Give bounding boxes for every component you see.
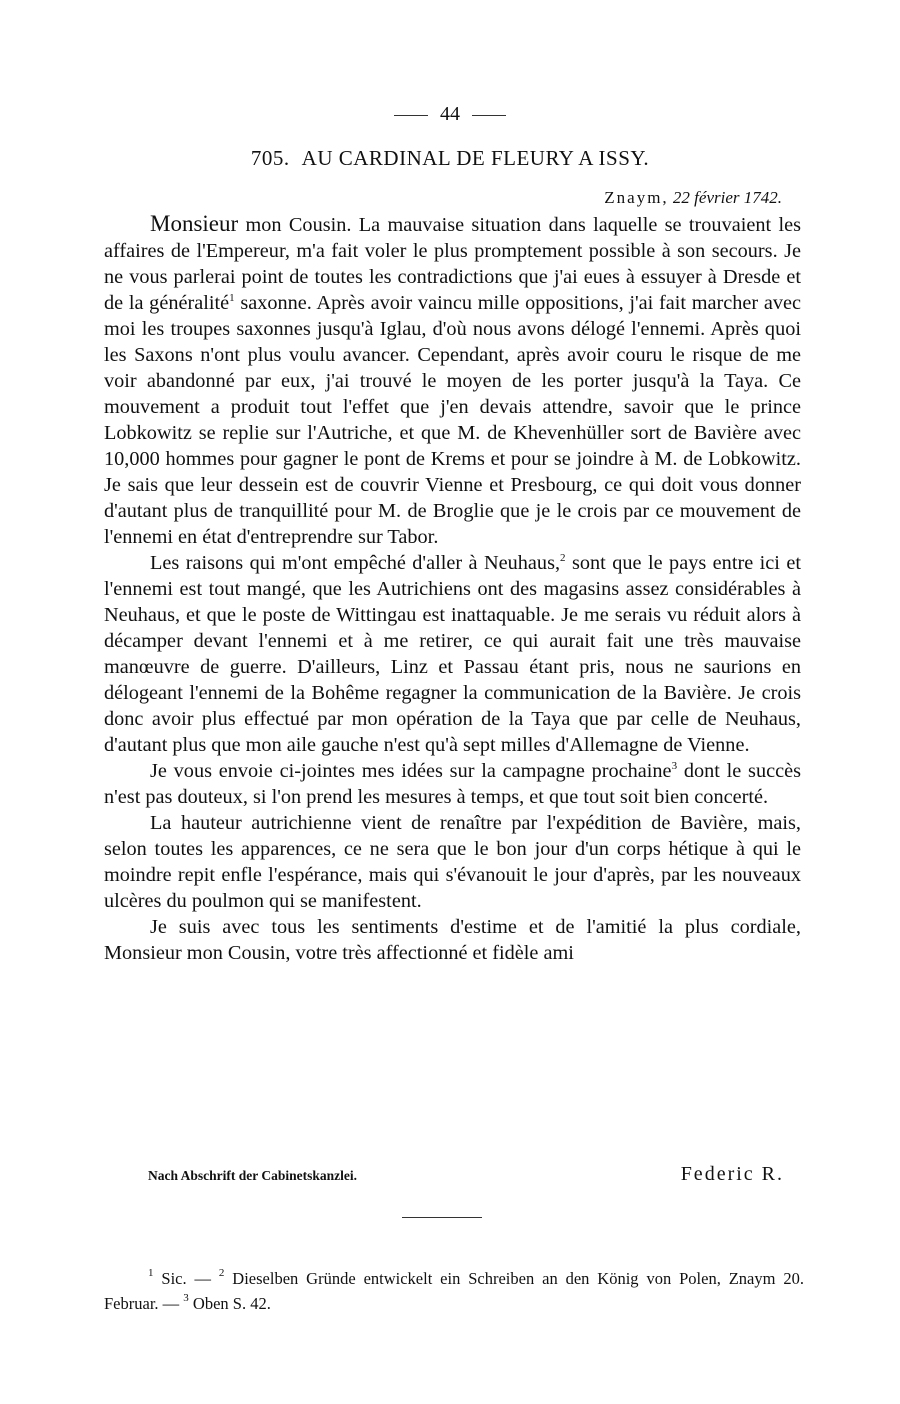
letter-title: AU CARDINAL DE FLEURY A ISSY. <box>301 146 650 170</box>
paragraph-2 <box>104 550 801 758</box>
paragraph-4: La hauteur autrichienne vient de renaître par l'expédition de Bavière, mais, selon toutes les apparences, ce ne sera que le bon jour d'un corps hétique à qui le moindre repit enfle l'espérance, mais qui s'évanouit le jour d'après, par les nouveaux ulcères du poulmon qui se manifestent. <box>104 812 801 912</box>
signature: Federic R. <box>680 1163 784 1185</box>
footnote-ref-2: 2 <box>560 552 566 564</box>
footnote-mark-2: 2 <box>218 1267 225 1279</box>
footnote-2-text: Dieselben Gründe entwickelt ein Schreiben an den König von Polen, Znaym 20. Februar. — <box>104 1269 804 1313</box>
paragraph-2-text-b: sont que le pays entre ici et l'ennemi est tout mangé, que les Autrichiens ont des magasins assez considérables à Neuhaus, et que le poste de Wittingau est inattaquable. Je me serais vu réduit alors à décamper devant l'ennemi et à me retirer, ce qui aurait fait une très mauvaise manœuvre de guerre. D'ailleurs, Linz et Passau étant pris, nous ne saurions en délogeant l'ennemi de la Bohême regagner la communication de la Bavière. Je crois donc avoir plus effectué par mon opération de la Taya que par celle de Neuhaus, d'autant plus que mon aile gauche n'est qu'à sept milles d'Allemagne de Vienne. <box>104 552 802 756</box>
footnote-ref-3: 3 <box>671 760 678 772</box>
paragraph-3-text-a: Je vous envoie ci-jointes mes idées sur la campagne prochaine <box>150 760 672 782</box>
paragraph-1-tail: saxonne. Après avoir vaincu mille oppositions, j'ai fait marcher avec moi les troupes saxonnes jusqu'à Iglau, d'où nous avons délogé l'ennemi. Après quoi les Saxons n'ont plus voulu avancer. Cependant, après avoir couru le risque de me voir abandonné par eux, j'ai trouvé le moyen de les porter jusqu'à la Taya. Ce mouvement a produit tout l'effet que j'en devais attendre, savoir que le prince Lobkowitz se replie sur l'Autriche, et que M. de Khevenhüller sort de Bavière avec 10,000 hommes pour gagner le pont de Krems et pour se joindre à M. de Lobkowitz. Je sais que leur dessein est de couvrir Vienne et Presbourg, ce qui doit vous donner d'autant plus de tranquillité pour M. de Broglie que je le crois par ce mouvement de l'ennemi en état d'entreprendre sur Tabor. <box>104 292 801 548</box>
paragraph-1-text: mon Cousin. La mauvaise situation dans laquelle se trouvaient les affaires de l'Empereur, m'a fait voler le plus promptement possible à son secours. Je ne vous parlerai point de toutes les contradictions que j'ai eues à essuyer à Dresde et de la généralité <box>104 214 801 314</box>
dateline-place: Znaym, <box>604 188 669 207</box>
footnote-mark-3: 3 <box>183 1292 189 1304</box>
paragraph-3-text-b: dont le succès n'est pas douteux, si l'on prend les mesures à temps, et que tout soit bien concerté. <box>104 760 801 808</box>
page-number-value: 44 <box>440 103 460 125</box>
footnote-mark-1: 1 <box>148 1267 154 1279</box>
paragraph-3 <box>104 758 801 810</box>
letter-heading <box>0 146 900 171</box>
letter-body <box>104 211 801 966</box>
page-number-dash-left <box>394 115 428 116</box>
paragraph-1 <box>104 211 801 550</box>
dateline-date: 22 février 1742. <box>672 188 782 207</box>
letter-number: 705. <box>250 146 290 170</box>
footnote-3-text: Oben S. 42. <box>188 1294 271 1313</box>
source-note: Nach Abschrift der Cabinetskanzlei. <box>148 1168 358 1183</box>
page-number-dash-right <box>472 115 506 116</box>
page-number <box>0 103 900 126</box>
footnotes <box>104 1266 804 1316</box>
footnote-1-text: Sic. — <box>153 1269 219 1288</box>
dateline <box>604 188 782 208</box>
paragraph-1-opening-word: Monsieur <box>150 211 239 236</box>
paragraph-2-text-a: Les raisons qui m'ont empêché d'aller à Neuhaus, <box>150 552 561 574</box>
paragraph-5-closing: Je suis avec tous les sentiments d'estime et de l'amitié la plus cordiale, Monsieur mon Cousin, votre très affectionné et fidèle ami <box>104 916 801 964</box>
footnote-ref-1: 1 <box>229 292 235 304</box>
footnote-separator <box>402 1217 482 1218</box>
